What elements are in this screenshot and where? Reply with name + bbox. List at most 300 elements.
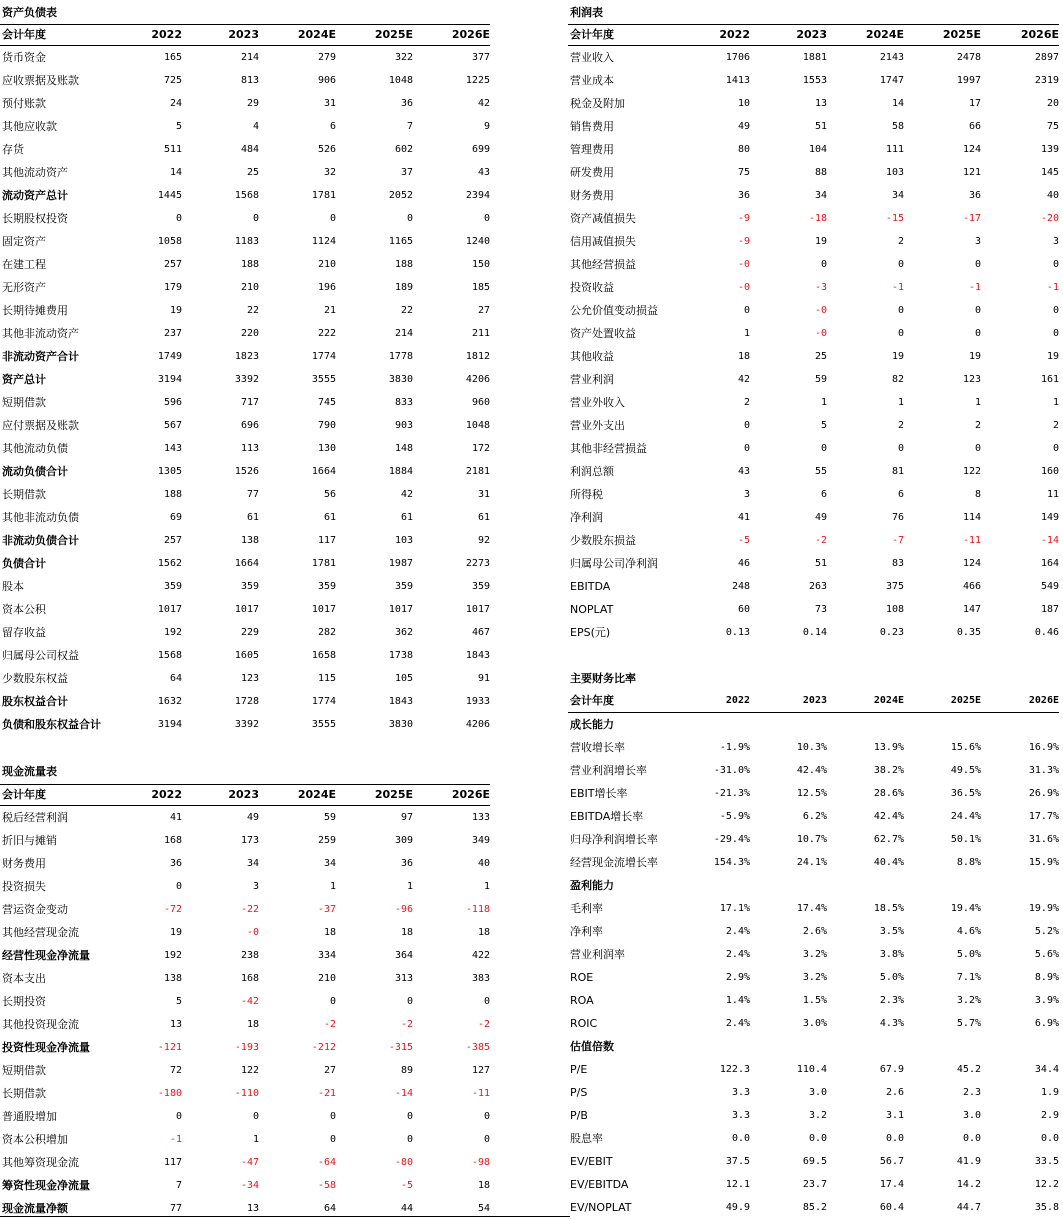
- cell-value: 745: [317, 397, 336, 408]
- cell-value: -7: [891, 535, 904, 546]
- cell-value: 24: [169, 98, 182, 109]
- cell-value: 29: [246, 98, 259, 109]
- cell-value: 3.3: [731, 1110, 750, 1121]
- cell-value: 59: [814, 374, 827, 385]
- cell-value: 91: [477, 673, 490, 684]
- row-label: 估值倍数: [570, 1040, 614, 1053]
- table-row: [0, 1105, 490, 1128]
- cell-value: 2273: [465, 558, 490, 569]
- cell-value: -34: [240, 1180, 259, 1191]
- cell-value: 0: [406, 213, 413, 224]
- cell-value: 903: [394, 420, 413, 431]
- cell-value: 3.0: [962, 1110, 981, 1121]
- cell-value: 46: [737, 558, 750, 569]
- cell-value: 37.5: [725, 1156, 750, 1167]
- row-label: 其他收益: [570, 350, 614, 363]
- cell-value: 1997: [956, 75, 981, 86]
- cell-value: 43: [737, 466, 750, 477]
- cell-value: 1774: [311, 351, 336, 362]
- cell-value: 192: [163, 950, 182, 961]
- cell-value: 0: [897, 328, 904, 339]
- cell-value: -0: [814, 328, 827, 339]
- cell-value: 77: [246, 489, 259, 500]
- income-title: 利润表: [570, 6, 603, 19]
- cell-value: 34: [891, 190, 904, 201]
- cell-value: 103: [394, 535, 413, 546]
- cell-value: -315: [388, 1042, 413, 1053]
- cell-value: 8.9%: [1034, 972, 1059, 983]
- row-label: 应付票据及账款: [2, 419, 79, 432]
- row-label: 营运资金变动: [2, 903, 68, 916]
- cell-value: 1987: [388, 558, 413, 569]
- cell-value: -0: [246, 927, 259, 938]
- cell-value: -5.9%: [719, 811, 750, 822]
- row-label: 营业成本: [570, 74, 614, 87]
- cell-value: -110: [234, 1088, 259, 1099]
- cell-value: 14: [891, 98, 904, 109]
- table-row: [0, 1013, 490, 1036]
- cell-value: 0: [1052, 305, 1059, 316]
- cell-value: 3.9%: [1034, 995, 1059, 1006]
- cell-value: 5.7%: [956, 1018, 981, 1029]
- table-row: [0, 1036, 490, 1059]
- table-row: [568, 805, 1059, 828]
- cell-value: 2.3%: [879, 995, 904, 1006]
- cell-value: 1017: [465, 604, 490, 615]
- row-label: 其他经营损益: [570, 258, 636, 271]
- row-label: 留存收益: [2, 626, 46, 639]
- cell-value: -15: [885, 213, 904, 224]
- cell-value: 1: [483, 881, 490, 892]
- table-row: [0, 667, 490, 690]
- cell-value: 76: [891, 512, 904, 523]
- table-row: [568, 391, 1059, 414]
- table-row: [568, 874, 1059, 897]
- cell-value: 1664: [234, 558, 259, 569]
- row-label: 净利率: [570, 925, 603, 938]
- cell-value: 7.1%: [956, 972, 981, 983]
- row-label: 营业利润: [570, 373, 614, 386]
- table-row: [0, 1082, 490, 1105]
- cell-value: 85.2: [802, 1202, 827, 1213]
- cell-value: -11: [962, 535, 981, 546]
- cell-value: [750, 874, 827, 897]
- cashflow-table: [0, 784, 490, 1220]
- table-row: [0, 1059, 490, 1082]
- table-row: [568, 1150, 1059, 1173]
- cell-value: 42: [477, 98, 490, 109]
- cell-value: -21: [317, 1088, 336, 1099]
- row-label: 投资损失: [2, 880, 46, 893]
- cell-value: 24.4%: [950, 811, 981, 822]
- cell-value: 60: [737, 604, 750, 615]
- header-year: 2026E: [413, 785, 490, 806]
- cell-value: 58: [891, 121, 904, 132]
- cell-value: 717: [240, 397, 259, 408]
- table-row: [568, 230, 1059, 253]
- row-label: P/S: [570, 1086, 588, 1099]
- table-row: [568, 943, 1059, 966]
- cell-value: -0: [814, 305, 827, 316]
- table-row: [568, 989, 1059, 1012]
- cell-value: 2: [897, 236, 904, 247]
- cell-value: 5.6%: [1034, 949, 1059, 960]
- cell-value: 24.1%: [796, 857, 827, 868]
- cell-value: 172: [471, 443, 490, 454]
- cell-value: 154.3%: [713, 857, 750, 868]
- table-row: [0, 115, 490, 138]
- cell-value: 19: [891, 351, 904, 362]
- row-label: 短期借款: [2, 396, 46, 409]
- cell-value: -58: [317, 1180, 336, 1191]
- ratios-header-row: [568, 690, 1059, 713]
- row-label: 存货: [2, 143, 24, 156]
- cell-value: 375: [885, 581, 904, 592]
- cell-value: 113: [240, 443, 259, 454]
- cell-value: 15.6%: [950, 742, 981, 753]
- row-label: 长期投资: [2, 995, 46, 1008]
- cell-value: 36: [400, 858, 413, 869]
- cell-value: 25: [246, 167, 259, 178]
- cell-value: 0: [175, 213, 182, 224]
- cell-value: 22: [246, 305, 259, 316]
- row-label: P/B: [570, 1109, 588, 1122]
- cell-value: 51: [814, 121, 827, 132]
- cell-value: 484: [240, 144, 259, 155]
- row-label: 现金流量净额: [2, 1202, 68, 1215]
- table-row: [568, 966, 1059, 989]
- cell-value: 257: [163, 259, 182, 270]
- row-label: 长期借款: [2, 488, 46, 501]
- cell-value: 0: [974, 305, 981, 316]
- table-row: [568, 207, 1059, 230]
- cell-value: 5: [175, 996, 182, 1007]
- cell-value: -193: [234, 1042, 259, 1053]
- cell-value: 1.9: [1040, 1087, 1059, 1098]
- cell-value: 1225: [465, 75, 490, 86]
- row-label: EPS(元): [570, 626, 611, 639]
- cell-value: 0.0: [731, 1133, 750, 1144]
- cell-value: 0: [483, 213, 490, 224]
- cell-value: 6: [820, 489, 827, 500]
- cell-value: 2: [743, 397, 750, 408]
- cell-value: 117: [163, 1157, 182, 1168]
- cell-value: 0: [483, 996, 490, 1007]
- cell-value: 0: [897, 443, 904, 454]
- row-label: 股息率: [570, 1132, 603, 1145]
- cell-value: 220: [240, 328, 259, 339]
- cell-value: 187: [1040, 604, 1059, 615]
- balance-sheet-section: [0, 0, 570, 745]
- header-year: 2026E: [981, 690, 1059, 713]
- cell-value: 37: [400, 167, 413, 178]
- cell-value: 75: [737, 167, 750, 178]
- cell-value: 50.1%: [950, 834, 981, 845]
- cell-value: 7: [406, 121, 413, 132]
- cell-value: 222: [317, 328, 336, 339]
- table-row: [0, 829, 490, 852]
- cell-value: 18: [737, 351, 750, 362]
- table-row: [568, 1035, 1059, 1058]
- cell-value: 89: [400, 1065, 413, 1076]
- cell-value: 282: [317, 627, 336, 638]
- cell-value: 906: [317, 75, 336, 86]
- cell-value: 1749: [157, 351, 182, 362]
- table-row: [0, 207, 490, 230]
- cell-value: -0: [737, 259, 750, 270]
- cell-value: 359: [163, 581, 182, 592]
- cell-value: 466: [962, 581, 981, 592]
- table-row: [0, 575, 490, 598]
- cell-value: 1048: [388, 75, 413, 86]
- cell-value: 0: [175, 1111, 182, 1122]
- cell-value: 0: [483, 1134, 490, 1145]
- cell-value: [981, 1035, 1059, 1058]
- header-year: 2022: [680, 25, 750, 46]
- cell-value: 42.4%: [873, 811, 904, 822]
- table-row: [0, 944, 490, 967]
- cell-value: 0: [252, 213, 259, 224]
- row-label: 成长能力: [570, 718, 614, 731]
- cell-value: 364: [394, 950, 413, 961]
- cell-value: -2: [400, 1019, 413, 1030]
- cell-value: 14: [169, 167, 182, 178]
- table-row: [568, 1196, 1059, 1219]
- row-label: 折旧与摊销: [2, 834, 57, 847]
- cell-value: 124: [962, 144, 981, 155]
- row-label: 资本公积: [2, 603, 46, 616]
- cell-value: 34: [323, 858, 336, 869]
- cell-value: 15.9%: [1028, 857, 1059, 868]
- cell-value: [904, 874, 981, 897]
- cell-value: 0: [329, 996, 336, 1007]
- row-label: EBIT增长率: [570, 787, 628, 800]
- table-row: [568, 115, 1059, 138]
- row-label: 少数股东权益: [2, 672, 68, 685]
- cell-value: 0.23: [879, 627, 904, 638]
- cell-value: 165: [163, 52, 182, 63]
- cell-value: -1: [169, 1134, 182, 1145]
- cell-value: 0: [820, 259, 827, 270]
- cell-value: 10.3%: [796, 742, 827, 753]
- cell-value: -180: [157, 1088, 182, 1099]
- cell-value: 19: [1046, 351, 1059, 362]
- cell-value: 192: [163, 627, 182, 638]
- cell-value: 1017: [157, 604, 182, 615]
- table-row: [0, 253, 490, 276]
- table-row: [0, 322, 490, 345]
- row-label: 归属母公司净利润: [570, 557, 658, 570]
- cell-value: 3.0%: [802, 1018, 827, 1029]
- cell-value: 179: [163, 282, 182, 293]
- cell-value: 8.8%: [956, 857, 981, 868]
- cell-value: 1165: [388, 236, 413, 247]
- row-label: 其他流动负债: [2, 442, 68, 455]
- row-label: 非流动资产合计: [2, 350, 79, 363]
- cell-value: 1: [897, 397, 904, 408]
- cell-value: 27: [323, 1065, 336, 1076]
- cell-value: -0: [737, 282, 750, 293]
- cell-value: 4: [252, 121, 259, 132]
- row-label: 其他非流动负债: [2, 511, 79, 524]
- cell-value: 602: [394, 144, 413, 155]
- balance-sheet-title: 资产负债表: [2, 6, 57, 19]
- row-label: 公允价值变动损益: [570, 304, 658, 317]
- cell-value: 45.2: [956, 1064, 981, 1075]
- table-row: [568, 759, 1059, 782]
- cell-value: 0: [897, 305, 904, 316]
- cell-value: 121: [962, 167, 981, 178]
- table-row: [0, 483, 490, 506]
- cell-value: 82: [891, 374, 904, 385]
- cell-value: 110.4: [796, 1064, 827, 1075]
- cell-value: 1: [252, 1134, 259, 1145]
- table-row: [568, 299, 1059, 322]
- row-label: P/E: [570, 1063, 588, 1076]
- cell-value: 12.1: [725, 1179, 750, 1190]
- cell-value: 49: [814, 512, 827, 523]
- cell-value: 5: [820, 420, 827, 431]
- cell-value: 2.4%: [725, 949, 750, 960]
- cell-value: 3830: [388, 719, 413, 730]
- table-row: [0, 46, 490, 70]
- cell-value: 0: [1052, 259, 1059, 270]
- cell-value: 27: [477, 305, 490, 316]
- cell-value: 66: [968, 121, 981, 132]
- cell-value: -2: [323, 1019, 336, 1030]
- cell-value: 19: [814, 236, 827, 247]
- table-row: [0, 391, 490, 414]
- cell-value: 0.35: [956, 627, 981, 638]
- cell-value: 0: [406, 996, 413, 1007]
- cell-value: 0.0: [962, 1133, 981, 1144]
- cell-value: 259: [317, 835, 336, 846]
- cell-value: -18: [808, 213, 827, 224]
- cell-value: 13: [814, 98, 827, 109]
- cell-value: 467: [471, 627, 490, 638]
- header-year: 2026E: [981, 25, 1059, 46]
- cell-value: -17: [962, 213, 981, 224]
- cell-value: -385: [465, 1042, 490, 1053]
- cell-value: 0: [897, 259, 904, 270]
- table-row: [0, 598, 490, 621]
- cell-value: 1781: [311, 190, 336, 201]
- cell-value: 7: [175, 1180, 182, 1191]
- cell-value: 3.2%: [956, 995, 981, 1006]
- row-label: 归属母公司权益: [2, 649, 79, 662]
- cell-value: 6: [329, 121, 336, 132]
- cell-value: 2.6: [885, 1087, 904, 1098]
- cell-value: -11: [471, 1088, 490, 1099]
- table-row: [0, 898, 490, 921]
- cell-value: 0: [743, 420, 750, 431]
- cell-value: 168: [240, 973, 259, 984]
- row-label: EV/EBITDA: [570, 1178, 629, 1191]
- cell-value: 40.4%: [873, 857, 904, 868]
- cell-value: 19.4%: [950, 903, 981, 914]
- cell-value: 0: [329, 1134, 336, 1145]
- cell-value: 5.0%: [956, 949, 981, 960]
- cell-value: 2143: [879, 52, 904, 63]
- row-label: 投资收益: [570, 281, 614, 294]
- cell-value: 1843: [465, 650, 490, 661]
- header-label: 会计年度: [568, 25, 680, 46]
- header-year: 2022: [120, 785, 182, 806]
- row-label: 经营现金流增长率: [570, 856, 658, 869]
- table-row: [0, 921, 490, 944]
- cell-value: 196: [317, 282, 336, 293]
- table-row: [0, 92, 490, 115]
- cell-value: 64: [169, 673, 182, 684]
- cell-value: 127: [471, 1065, 490, 1076]
- table-row: [0, 368, 490, 391]
- cell-value: 36: [400, 98, 413, 109]
- cell-value: 359: [240, 581, 259, 592]
- cell-value: 1562: [157, 558, 182, 569]
- cell-value: -96: [394, 904, 413, 915]
- table-row: [568, 1058, 1059, 1081]
- row-label: EBITDA: [570, 580, 611, 593]
- cell-value: 1.4%: [725, 995, 750, 1006]
- cell-value: 17.4%: [796, 903, 827, 914]
- table-row: [0, 621, 490, 644]
- cell-value: 1843: [388, 696, 413, 707]
- cell-value: 108: [885, 604, 904, 615]
- table-row: [568, 368, 1059, 391]
- cell-value: 16.9%: [1028, 742, 1059, 753]
- cell-value: 3.3: [731, 1087, 750, 1098]
- cell-value: 359: [317, 581, 336, 592]
- cell-value: 1048: [465, 420, 490, 431]
- row-label: 所得税: [570, 488, 603, 501]
- cell-value: 75: [1046, 121, 1059, 132]
- cell-value: 19: [169, 305, 182, 316]
- cell-value: 55: [814, 466, 827, 477]
- cell-value: 88: [814, 167, 827, 178]
- cell-value: 3194: [157, 374, 182, 385]
- table-row: [568, 897, 1059, 920]
- table-row: [568, 345, 1059, 368]
- row-label: ROE: [570, 971, 594, 984]
- row-label: 股东权益合计: [2, 695, 68, 708]
- cell-value: -20: [1040, 213, 1059, 224]
- table-row: [568, 575, 1059, 598]
- cell-value: 81: [891, 466, 904, 477]
- table-row: [0, 345, 490, 368]
- cell-value: 3194: [157, 719, 182, 730]
- ratios-title: 主要财务比率: [570, 672, 636, 685]
- cell-value: [981, 874, 1059, 897]
- table-row: [568, 1012, 1059, 1035]
- cell-value: 0: [252, 1111, 259, 1122]
- cell-value: [981, 713, 1059, 737]
- cell-value: 0: [974, 443, 981, 454]
- cell-value: -21.3%: [713, 788, 750, 799]
- cell-value: 0: [1052, 328, 1059, 339]
- cell-value: 34: [814, 190, 827, 201]
- cell-value: 567: [163, 420, 182, 431]
- cell-value: 1: [1052, 397, 1059, 408]
- row-label: 其他非经营损益: [570, 442, 647, 455]
- header-year: 2022: [120, 25, 182, 46]
- table-row: [0, 299, 490, 322]
- header-year: 2023: [182, 25, 259, 46]
- cell-value: -42: [240, 996, 259, 1007]
- table-row: [568, 736, 1059, 759]
- cell-value: 3: [1052, 236, 1059, 247]
- cell-value: 13: [169, 1019, 182, 1030]
- cell-value: 111: [885, 144, 904, 155]
